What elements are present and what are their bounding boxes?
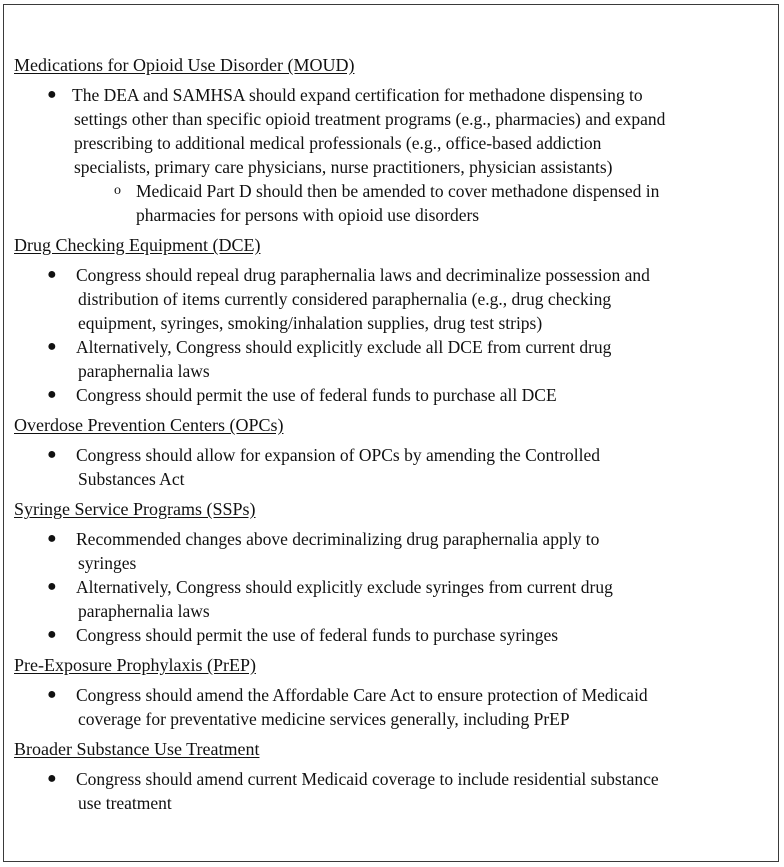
- bullet-dot-icon: ●: [47, 578, 57, 595]
- bullet-dot-icon: ●: [47, 338, 57, 355]
- bullet-text-line: Substances Act: [78, 469, 185, 489]
- bullet-text-line: The DEA and SAMHSA should expand certification for methadone dispensing to: [72, 85, 643, 105]
- bullet-dot-icon: ●: [47, 686, 57, 703]
- section-heading: Medications for Opioid Use Disorder (MOUD): [14, 55, 355, 75]
- section-heading: Syringe Service Programs (SSPs): [14, 499, 256, 519]
- bullet-text-line: syringes: [78, 553, 137, 573]
- bullet-item: [14, 575, 778, 623]
- bullet-item: [14, 335, 778, 383]
- bullet-dot-icon: ●: [47, 266, 57, 283]
- bullet-item: [14, 263, 778, 335]
- hollow-circle-icon: o: [114, 183, 121, 198]
- bullet-text-line: Alternatively, Congress should explicitly exclude all DCE from current drug: [76, 337, 612, 357]
- bullet-dot-icon: ●: [47, 530, 57, 547]
- bullet-text-line: paraphernalia laws: [78, 361, 210, 381]
- recommendations-content: [14, 53, 778, 821]
- bullet-item: [14, 767, 778, 815]
- bullet-text-line: Congress should permit the use of federal funds to purchase all DCE: [76, 385, 557, 405]
- section-heading: Pre-Exposure Prophylaxis (PrEP): [14, 655, 256, 675]
- bullet-dot-icon: ●: [47, 446, 57, 463]
- bullet-dot-icon: ●: [47, 386, 57, 403]
- bullet-text-line: Alternatively, Congress should explicitly exclude syringes from current drug: [76, 577, 613, 597]
- document-frame: [3, 4, 779, 862]
- bullet-text-line: Congress should amend the Affordable Care Act to ensure protection of Medicaid: [76, 685, 648, 705]
- bullet-item: [14, 623, 778, 647]
- bullet-text-line: settings other than specific opioid treatment programs (e.g., pharmacies) and expand: [74, 109, 666, 129]
- bullet-dot-icon: ●: [47, 770, 57, 787]
- section-bullet-list: [14, 443, 778, 491]
- bullet-text-line: specialists, primary care physicians, nurse practitioners, physician assistants): [74, 157, 613, 177]
- section-bullet-list: [14, 683, 778, 731]
- section-heading: Drug Checking Equipment (DCE): [14, 235, 261, 255]
- bullet-text-line: distribution of items currently considered paraphernalia (e.g., drug checking: [78, 289, 612, 309]
- bullet-text-line: Congress should permit the use of federal funds to purchase syringes: [76, 625, 559, 645]
- bullet-text-line: Recommended changes above decriminalizing drug paraphernalia apply to: [76, 529, 600, 549]
- sub-bullet-text-line: Medicaid Part D should then be amended to cover methadone dispensed in: [136, 181, 660, 201]
- bullet-text-line: Congress should repeal drug paraphernalia laws and decriminalize possession and: [76, 265, 650, 285]
- bullet-dot-icon: ●: [47, 86, 57, 103]
- bullet-text-line: use treatment: [78, 793, 172, 813]
- section-heading: Overdose Prevention Centers (OPCs): [14, 415, 284, 435]
- section-bullet-list: [14, 83, 778, 227]
- bullet-text-line: coverage for preventative medicine services generally, including PrEP: [78, 709, 570, 729]
- bullet-text-line: paraphernalia laws: [78, 601, 210, 621]
- section-bullet-list: [14, 263, 778, 407]
- bullet-item: [14, 383, 778, 407]
- bullet-item: [14, 527, 778, 575]
- bullet-item: [14, 83, 778, 227]
- bullet-text-line: Congress should allow for expansion of OPCs by amending the Controlled: [76, 445, 600, 465]
- section-bullet-list: [14, 767, 778, 815]
- bullet-text-line: equipment, syringes, smoking/inhalation supplies, drug test strips): [78, 313, 543, 333]
- bullet-dot-icon: ●: [47, 626, 57, 643]
- bullet-text-line: Congress should amend current Medicaid coverage to include residential substance: [76, 769, 659, 789]
- bullet-item: [14, 443, 778, 491]
- sub-bullet-text-line: pharmacies for persons with opioid use disorders: [136, 205, 480, 225]
- bullet-text-line: prescribing to additional medical professionals (e.g., office-based addiction: [74, 133, 602, 153]
- section-heading: Broader Substance Use Treatment: [14, 739, 260, 759]
- bullet-item: [14, 683, 778, 731]
- section-bullet-list: [14, 527, 778, 647]
- sub-bullet-list: [10, 179, 778, 227]
- sub-bullet-item: [10, 179, 778, 227]
